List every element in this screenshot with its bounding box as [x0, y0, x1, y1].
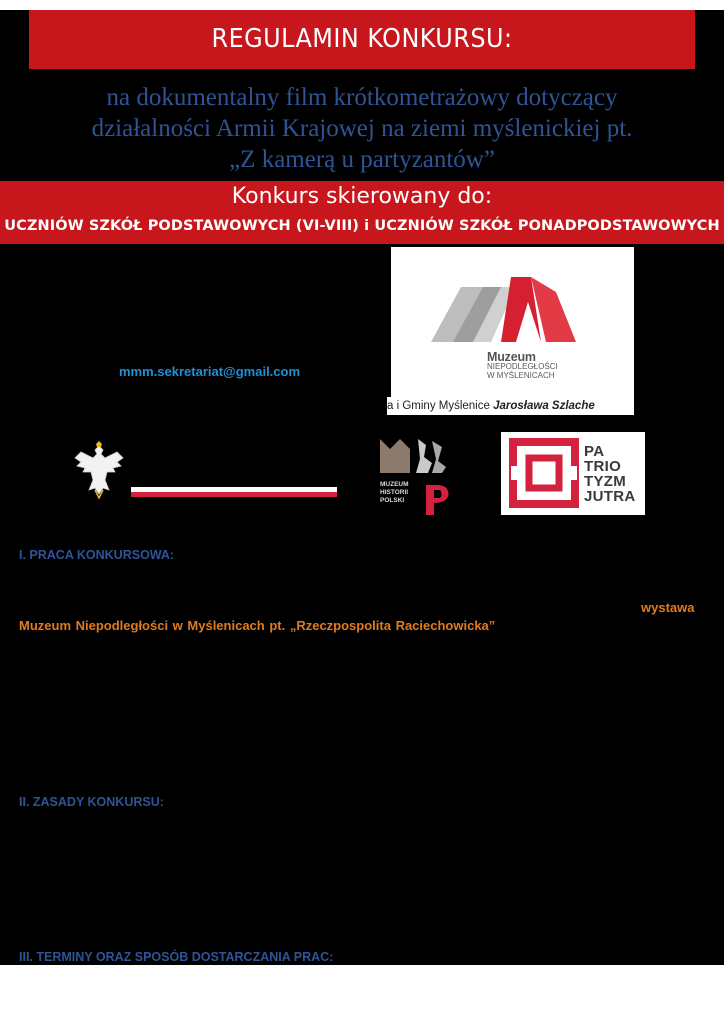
subtitle-line-2: działalności Armii Krajowej na ziemi myślenickiej pt. — [91, 115, 633, 142]
museum-logo-text: Muzeum NIEPODLEGŁOŚCI W MYŚLENICACH — [487, 350, 558, 380]
section-heading-rules: II. ZASADY KONKURSU: — [19, 795, 164, 809]
document-page — [0, 10, 724, 965]
patriotyzm-jutra-logo — [501, 432, 645, 515]
polish-flag-bar — [131, 487, 337, 497]
target-title: Konkurs skierowany do: — [231, 184, 493, 209]
mhp-logo-icon — [376, 437, 458, 517]
patronage-caption: a i Gminy Myślenice Jarosława Szlache — [387, 397, 634, 415]
target-audience: UCZNIÓW SZKÓŁ PODSTAWOWYCH (VI-VIII) i UCZNIÓW SZKÓŁ PONADPODSTAWOWYCH — [4, 218, 720, 234]
muzeum-historii-polski-logo — [376, 437, 458, 517]
museum-logo — [391, 247, 634, 397]
patriotyzm-logo-icon — [501, 432, 581, 515]
section-heading-contest-work: I. PRACA KONKURSOWA: — [19, 548, 175, 562]
section-heading-deadlines: III. TERMINY ORAZ SPOSÓB DOSTARCZANIA PRAC: — [19, 950, 334, 964]
orange-text-exhibition: wystawa — [641, 600, 695, 615]
subtitle-line-3: „Z kamerą u partyzantów” — [229, 146, 495, 173]
polish-eagle-icon — [71, 440, 127, 500]
contact-email[interactable]: mmm.sekretariat@gmail.com — [119, 364, 301, 379]
patriotyzm-logo-text: PA TRIO TYZM JUTRA — [584, 443, 636, 505]
contest-subtitle — [0, 82, 724, 175]
page-bottom-margin — [0, 965, 724, 1024]
orange-text-museum-line: Muzeum Niepodległości w Myślenicach pt. „Rzeczpospolita Raciechowicka” — [19, 618, 496, 633]
mhp-logo-text: MUZEUM HISTORII POLSKI — [380, 481, 409, 504]
target-audience-banner — [0, 181, 724, 244]
page-title: REGULAMIN KONKURSU: — [29, 10, 695, 69]
subtitle-line-1: na dokumentalny film krótkometrażowy dotyczący — [106, 84, 618, 111]
